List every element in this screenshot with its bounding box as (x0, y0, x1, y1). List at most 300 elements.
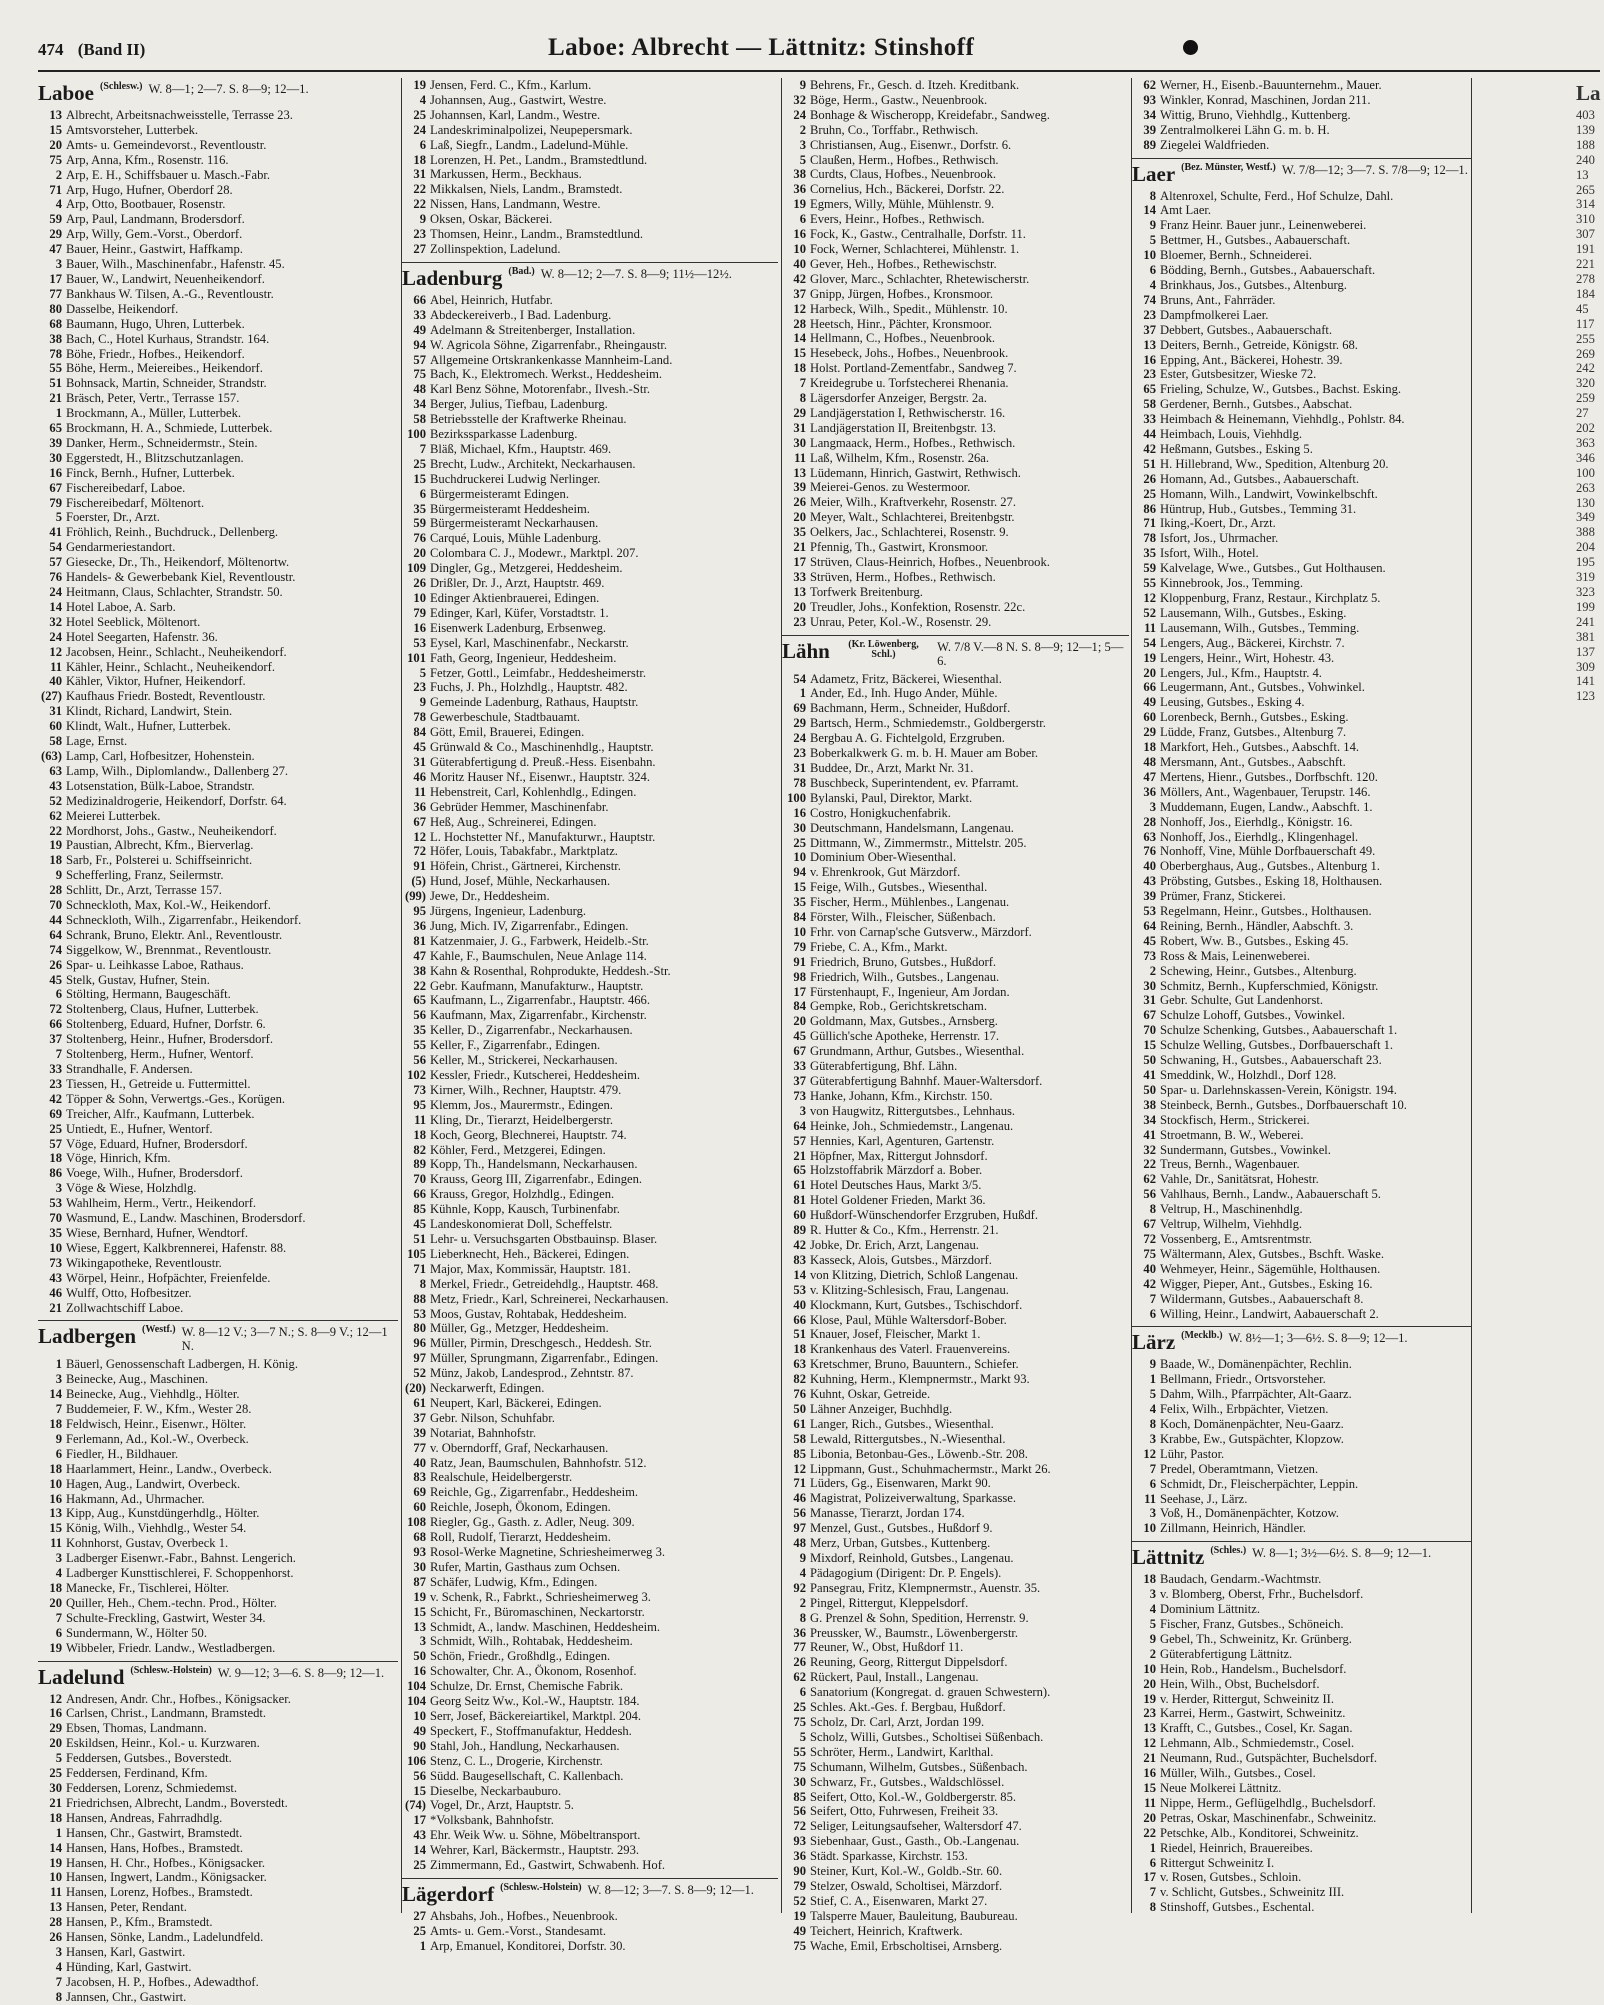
entry-text: Schrank, Bruno, Elektr. Anl., Reventloustr. (66, 927, 283, 942)
entry-text: Franz Heinr. Bauer junr., Leinenweberei. (1160, 218, 1367, 233)
entry-text: v. Schenk, R., Fabrkt., Schriesheimerweg 3. (430, 1589, 651, 1604)
entry-text: Manecke, Fr., Tischlerei, Hölter. (66, 1581, 229, 1595)
entry-text: Veltrup, H., Maschinenhdlg. (1160, 1202, 1303, 1217)
entry-text: Böhe, Herm., Meiereibes., Heikendorf. (66, 361, 263, 376)
directory-entry (402, 338, 778, 353)
directory-entry (38, 1417, 398, 1432)
phone-number: 6 (1149, 1855, 1156, 1870)
directory-entry (402, 1798, 778, 1813)
directory-entry (782, 1640, 1129, 1655)
phone-number: 8 (1149, 188, 1156, 203)
phone-number: 49 (413, 1723, 426, 1738)
entry-text: Knauer, Josef, Fleischer, Markt 1. (810, 1327, 981, 1342)
entry-text: 307 (1576, 227, 1595, 242)
entry-text: Bräsch, Peter, Vertr., Terrasse 157. (66, 391, 240, 406)
entry-text: Wigger, Pieper, Ant., Gutsbes., Esking 16. (1160, 1276, 1373, 1291)
entry-text: Gemeinde Ladenburg, Rathaus, Hauptstr. (430, 695, 639, 710)
entry-text: Treudler, Johs., Konfektion, Rosenstr. 22c. (810, 599, 1026, 614)
entry-text: Dahm, Wilh., Pfarrpächter, Alt-Gaarz. (1160, 1387, 1352, 1402)
entry-text: Hellmann, C., Hofbes., Neuenbrook. (810, 331, 996, 346)
directory-entry (402, 502, 778, 517)
entry-text: Krauss, Georg III, Zigarrenfabr., Edingen. (430, 1172, 643, 1187)
directory-entry (1132, 1387, 1472, 1402)
page-number: 474 (38, 40, 64, 59)
running-title: Laboe: Albrecht — Lättnitz: Stinshoff (548, 34, 975, 61)
phone-number: 81 (793, 1193, 806, 1208)
phone-number: 73 (413, 1082, 426, 1097)
place-header (38, 1666, 398, 1688)
directory-entry (1132, 740, 1472, 755)
entry-text: Preussker, W., Baumstr., Löwenbergerstr. (810, 1625, 1019, 1640)
entry-text: Felix, Wilh., Erbpächter, Vietzen. (1160, 1402, 1329, 1417)
office-hours: W. 8—1; 3½—6½. S. 8—9; 12—1. (1252, 1546, 1432, 1561)
entry-text: Strandhalle, F. Andersen. (66, 1062, 193, 1076)
directory-entry (38, 689, 398, 704)
phone-number: 19 (49, 1640, 62, 1655)
entry-text: Mikkalsen, Niels, Landm., Bramstedt. (430, 182, 623, 197)
directory-entry (782, 1387, 1129, 1402)
entry-text: Lamp, Carl, Hofbesitzer, Hohenstein. (66, 748, 255, 763)
directory-entry (402, 785, 778, 800)
directory-entry (1576, 183, 1604, 198)
entry-text: Neumann, Rud., Gutspächter, Buchelsdorf. (1160, 1751, 1378, 1766)
entry-text: 363 (1576, 435, 1595, 450)
directory-entry (782, 821, 1129, 836)
phone-number: 31 (49, 704, 62, 719)
directory-entry (38, 1566, 398, 1581)
phone-number: 9 (1149, 218, 1156, 233)
entry-text: 240 (1576, 152, 1595, 167)
phone-number: (5) (411, 874, 426, 889)
phone-number: 19 (793, 1908, 806, 1923)
directory-entry (1576, 451, 1604, 466)
entry-text: Eggerstedt, H., Blitzschutzanlagen. (66, 450, 244, 465)
directory-entry (402, 78, 778, 93)
directory-entry (782, 1089, 1129, 1104)
directory-entry (402, 1909, 778, 1924)
phone-number: 56 (793, 1804, 806, 1819)
directory-entry (402, 1634, 778, 1649)
directory-entry (782, 701, 1129, 716)
phone-number: 73 (49, 1255, 62, 1270)
phone-number: 56 (1143, 1187, 1156, 1202)
phone-number: 5 (1149, 1617, 1156, 1631)
entry-text: Schröter, Herm., Landwirt, Karlthal. (810, 1744, 994, 1759)
directory-entry (402, 725, 778, 740)
phone-number: 1 (1149, 1372, 1156, 1387)
entry-text: Bonhage & Wischeropp, Kreidefabr., Sandweg. (810, 107, 1050, 122)
phone-number: 19 (1143, 1691, 1156, 1706)
phone-number: 101 (407, 650, 426, 665)
phone-number: 22 (413, 197, 426, 212)
phone-number: 41 (1143, 1127, 1156, 1142)
directory-entry (1132, 606, 1472, 621)
directory-entry (402, 1470, 778, 1485)
column-5-cut-off (1576, 78, 1600, 1913)
phone-number: 8 (799, 1610, 806, 1625)
directory-entry (38, 794, 398, 809)
entry-text: Südd. Baugesellschaft, C. Kallenbach. (430, 1768, 624, 1783)
directory-entry (402, 919, 778, 934)
directory-entry (38, 1107, 398, 1122)
entry-text: Ferlemann, Ad., Kol.-W., Overbeck. (66, 1431, 249, 1446)
entry-text: 309 (1576, 659, 1595, 674)
entry-text: Gebr. Schulte, Gut Landenhorst. (1160, 993, 1323, 1008)
directory-entry (782, 197, 1129, 212)
entry-text: Kuhning, Herm., Klempnermstr., Markt 93. (810, 1372, 1030, 1387)
phone-number: 20 (793, 1014, 806, 1029)
entry-text: Mixdorf, Reinhold, Gutsbes., Langenau. (810, 1551, 1014, 1565)
entry-text: Merz, Urban, Gutsbes., Kuttenberg. (810, 1536, 991, 1551)
entry-text: Reining, Bernh., Händler, Aabschft. 3. (1160, 918, 1354, 933)
entry-text: Fetzer, Gottl., Leimfabr., Heddesheimerstr. (430, 665, 646, 680)
entry-text: 323 (1576, 585, 1595, 599)
phone-number: 75 (793, 1759, 806, 1774)
directory-entry (38, 451, 398, 466)
directory-entry (38, 958, 398, 973)
directory-entry (38, 1387, 398, 1402)
entry-text: 191 (1576, 242, 1595, 257)
phone-number: 25 (413, 1923, 426, 1938)
phone-number: 11 (794, 450, 806, 465)
directory-entry (38, 1611, 398, 1626)
entry-text: 184 (1576, 286, 1595, 301)
directory-entry (1132, 1307, 1472, 1322)
entry-text: Wittig, Bruno, Viehhdlg., Kuttenberg. (1160, 107, 1351, 122)
directory-entry (782, 1014, 1129, 1029)
entry-text: Heinke, Joh., Schmiedemstr., Langenau. (810, 1118, 1014, 1133)
directory-entry (38, 1211, 398, 1226)
phone-number: 14 (49, 599, 62, 614)
directory-entry (1132, 367, 1472, 382)
directory-entry (1576, 674, 1604, 689)
directory-entry (1132, 636, 1472, 651)
directory-entry (402, 1411, 778, 1426)
directory-entry (38, 1122, 398, 1137)
entry-text: Schowalter, Chr. A., Ökonom, Rosenhof. (430, 1664, 637, 1679)
directory-entry (782, 1074, 1129, 1089)
directory-entry (782, 600, 1129, 615)
entry-text: Schneckloth, Wilh., Zigarrenfabr., Heikendorf. (66, 912, 302, 927)
phone-number: 6 (1149, 1306, 1156, 1321)
directory-entry (782, 1626, 1129, 1641)
entry-text: Willing, Heinr., Landwirt, Aabauerschaft 2. (1160, 1306, 1379, 1321)
entry-text: Arp, Emanuel, Konditorei, Dorfstr. 30. (430, 1938, 626, 1953)
phone-number: 8 (1149, 1202, 1156, 1217)
directory-entry (38, 1506, 398, 1521)
phone-number: 65 (413, 993, 426, 1008)
directory-entry (38, 674, 398, 689)
entry-text: Spar- u. Leihkasse Laboe, Rathaus. (66, 957, 244, 972)
entry-text: 199 (1576, 599, 1595, 614)
phone-number: 36 (793, 1849, 806, 1864)
phone-number: 60 (49, 719, 62, 734)
place-name: La (1576, 81, 1601, 105)
directory-entry (782, 1208, 1129, 1223)
directory-entry (38, 973, 398, 988)
phone-number: 13 (49, 108, 62, 122)
entry-text: Vöge, Eduard, Hufner, Brodersdorf. (66, 1136, 248, 1151)
directory-entry (1132, 964, 1472, 979)
phone-number: 54 (49, 540, 62, 555)
directory-entry (402, 382, 778, 397)
entry-text: Keller, D., Zigarrenfabr., Neckarhausen. (430, 1023, 633, 1038)
entry-text: 221 (1576, 257, 1595, 272)
entry-text: Eisenwerk Ladenburg, Erbsenweg. (430, 620, 607, 635)
entry-text: Schwarz, Fr., Gutsbes., Waldschlössel. (810, 1774, 1005, 1789)
directory-entry (1576, 436, 1604, 451)
entry-text: Arp, E. H., Schiffsbauer u. Masch.-Fabr. (66, 167, 271, 182)
entry-text: Altenroxel, Schulte, Ferd., Hof Schulze, Dahl. (1160, 188, 1394, 203)
phone-number: 37 (413, 1410, 426, 1425)
directory-entry (402, 1515, 778, 1530)
directory-entry (1132, 904, 1472, 919)
phone-number: 90 (793, 1864, 806, 1879)
entry-text: Sanatorium (Kongregat. d. grauen Schwestern). (810, 1685, 1051, 1700)
directory-entry (402, 1217, 778, 1232)
entry-text: Arp, Willy, Gem.-Vorst., Oberdorf. (66, 227, 243, 242)
phone-number: 15 (793, 346, 806, 361)
entry-text: Hansen, Lorenz, Hofbes., Bramstedt. (66, 1885, 253, 1900)
directory-entry (782, 480, 1129, 495)
entry-text: Gebrüder Hemmer, Maschinenfabr. (430, 799, 609, 814)
directory-entry (1132, 1617, 1472, 1632)
directory-entry (402, 1456, 778, 1471)
entry-text: Nissen, Hans, Landmann, Westre. (430, 197, 601, 212)
phone-number: 48 (793, 1536, 806, 1551)
phone-number: 40 (1143, 859, 1156, 874)
phone-number: 76 (413, 531, 426, 546)
directory-entry (38, 287, 398, 302)
phone-number: 24 (793, 107, 806, 122)
entry-text: Krauss, Gregor, Holzhdlg., Edingen. (430, 1187, 615, 1202)
directory-entry (782, 1342, 1129, 1357)
phone-number: 80 (413, 1321, 426, 1336)
phone-number: 19 (793, 197, 806, 212)
phone-number: 39 (413, 1425, 426, 1440)
entry-text: Sundermann, W., Hölter 50. (66, 1625, 207, 1640)
entry-text: Lewald, Rittergutsbes., N.-Wiesenthal. (810, 1431, 1006, 1446)
directory-entry (782, 1700, 1129, 1715)
entry-text: Fröhlich, Reinh., Buchdruck., Dellenberg. (66, 525, 279, 540)
phone-number: 15 (413, 1783, 426, 1798)
directory-entry (38, 1641, 398, 1656)
entry-text: G. Prenzel & Sohn, Spedition, Herrenstr. 9. (810, 1610, 1029, 1625)
directory-entry (782, 1506, 1129, 1521)
phone-number: 12 (49, 644, 62, 659)
directory-entry (402, 1351, 778, 1366)
directory-entry (782, 570, 1129, 585)
entry-text: Hotel Goldener Frieden, Markt 36. (810, 1193, 986, 1208)
directory-entry (782, 1804, 1129, 1819)
directory-entry (38, 1226, 398, 1241)
phone-number: 21 (49, 1300, 62, 1315)
phone-number: 23 (793, 614, 806, 629)
directory-entry (1132, 1521, 1472, 1536)
entry-text: Markussen, Herm., Beckhaus. (430, 167, 582, 182)
phone-number: 22 (413, 182, 426, 197)
entry-text: 137 (1576, 644, 1595, 659)
place-header (38, 1325, 398, 1353)
entry-text: Reuner, W., Obst, Hußdorf 11. (810, 1640, 964, 1655)
directory-entry (1576, 108, 1604, 123)
directory-entry (782, 1849, 1129, 1864)
directory-entry (1132, 1247, 1472, 1262)
entry-text: Bellmann, Friedr., Ortsvorsteher. (1160, 1372, 1326, 1387)
phone-number: 34 (1143, 107, 1156, 122)
place-heading-row (402, 267, 778, 289)
phone-number: 68 (413, 1530, 426, 1545)
entry-text: Holzstoffabrik Märzdorf a. Bober. (810, 1163, 983, 1178)
phone-number: 32 (793, 92, 806, 107)
entry-text: Winkler, Konrad, Maschinen, Jordan 211. (1160, 92, 1371, 107)
entry-text: Speckert, F., Stoffmanufaktur, Heddesh. (430, 1723, 632, 1738)
entry-text: Andresen, Andr. Chr., Hofbes., Königsacker. (66, 1691, 291, 1706)
directory-entry (402, 1485, 778, 1500)
entry-text: Schicht, Fr., Büromaschinen, Neckartorstr. (430, 1604, 645, 1619)
entry-text: Vahle, Dr., Sanitätsrat, Hohestr. (1160, 1172, 1319, 1187)
phone-number: 64 (1143, 918, 1156, 933)
phone-number: 65 (49, 421, 62, 436)
phone-number: 87 (413, 1574, 426, 1589)
entry-text: 202 (1576, 421, 1595, 436)
entry-text: Homann, Ad., Gutsbes., Aabauerschaft. (1160, 471, 1360, 486)
phone-number: 98 (793, 969, 806, 984)
phone-number: 53 (49, 1196, 62, 1211)
directory-entry (402, 1813, 778, 1828)
entry-text: 13 (1576, 167, 1589, 182)
entry-text: Schmidt, Dr., Fleischerpächter, Leppin. (1160, 1476, 1359, 1491)
phone-number: 4 (55, 197, 62, 212)
entry-text: Medizinaldrogerie, Heikendorf, Dorfstr. 64. (66, 793, 287, 808)
directory-entry (402, 934, 778, 949)
phone-number: 51 (793, 1327, 806, 1342)
entry-text: 45 (1576, 301, 1589, 316)
phone-number: 67 (793, 1044, 806, 1059)
directory-entry (38, 824, 398, 839)
directory-entry (1132, 308, 1472, 323)
directory-entry (782, 436, 1129, 451)
phone-number: 25 (1143, 486, 1156, 501)
directory-entry (38, 525, 398, 540)
phone-number: 15 (49, 1521, 62, 1536)
directory-entry (782, 451, 1129, 466)
directory-entry (38, 645, 398, 660)
directory-entry (402, 1068, 778, 1083)
entry-text: Böge, Herm., Gastw., Neuenbrook. (810, 92, 988, 107)
entry-text: Ander, Ed., Inh. Hugo Ander, Mühle. (810, 686, 998, 701)
directory-entry (782, 1268, 1129, 1283)
entry-text: Zillmann, Heinrich, Händler. (1160, 1521, 1306, 1536)
directory-entry (402, 1620, 778, 1635)
phone-number: 30 (413, 1559, 426, 1574)
phone-number: 17 (793, 555, 806, 569)
phone-number: 18 (1143, 1572, 1156, 1587)
phone-number: 5 (1149, 1387, 1156, 1402)
entry-text: Scholz, Willi, Gutsbes., Scholtisei Süßenbach. (810, 1729, 1044, 1744)
place-header (402, 1883, 778, 1905)
entry-text: Hußdorf-Wünschendorfer Erzgruben, Hußdf. (810, 1208, 1039, 1223)
directory-entry (402, 1679, 778, 1694)
phone-number: 45 (1143, 933, 1156, 948)
directory-entry (38, 1241, 398, 1256)
directory-entry (782, 1044, 1129, 1059)
phone-number: 3 (1149, 1587, 1156, 1602)
phone-number: 7 (55, 1610, 62, 1625)
entry-text: Hansen, Sönke, Landm., Ladelundfeld. (66, 1930, 264, 1945)
phone-number: 85 (793, 1446, 806, 1461)
phone-number: 91 (793, 954, 806, 969)
entry-text: 139 (1576, 122, 1595, 137)
entry-text: Buschbeck, Superintendent, ev. Pfarramt. (810, 775, 1019, 790)
phone-number: 20 (793, 510, 806, 525)
directory-entry (782, 406, 1129, 421)
directory-entry (38, 898, 398, 913)
phone-number: 43 (49, 1270, 62, 1285)
directory-entry (402, 949, 778, 964)
entry-text: Arp, Otto, Bootbauer, Rosenstr. (66, 197, 226, 212)
directory-entry (402, 197, 778, 212)
phone-number: 70 (1143, 1023, 1156, 1038)
directory-entry (782, 761, 1129, 776)
phone-number: 92 (793, 1580, 806, 1595)
entry-text: 314 (1576, 197, 1595, 212)
entry-text: Metz, Friedr., Karl, Schreinerei, Neckarhausen. (430, 1291, 669, 1306)
phone-number: 38 (49, 331, 62, 346)
phone-number: 42 (1143, 1276, 1156, 1291)
directory-entry (38, 868, 398, 883)
directory-entry (38, 1885, 398, 1900)
phone-number: 4 (799, 1565, 806, 1580)
entry-text: 381 (1576, 629, 1595, 644)
phone-number: 40 (793, 1297, 806, 1312)
directory-entry (782, 1685, 1129, 1700)
entry-text: Treus, Bernh., Wagenbauer. (1160, 1157, 1300, 1172)
directory-entry (402, 1560, 778, 1575)
directory-entry (38, 1721, 398, 1736)
directory-entry (1132, 382, 1472, 397)
phone-number: 59 (1143, 561, 1156, 576)
entry-text: Meier, Wilh., Kraftverkehr, Rosenstr. 27. (810, 495, 1017, 510)
phone-number: 37 (1143, 322, 1156, 337)
directory-entry (782, 716, 1129, 731)
phone-number: 12 (1143, 591, 1156, 605)
directory-entry (402, 680, 778, 695)
entry-text: Bylanski, Paul, Direktor, Markt. (810, 790, 973, 805)
phone-number: 67 (413, 814, 426, 829)
entry-text: 320 (1576, 376, 1595, 391)
directory-entry (782, 212, 1129, 227)
phone-number: 54 (1143, 635, 1156, 650)
phone-number: 49 (793, 1923, 806, 1938)
phone-number: 10 (793, 241, 806, 256)
phone-number: 47 (1143, 769, 1156, 784)
phone-number: 85 (793, 1789, 806, 1804)
entry-text: Wörpel, Heinr., Hofpächter, Freienfelde. (66, 1270, 271, 1285)
directory-entry (782, 1193, 1129, 1208)
entry-text: Güllich'sche Apotheke, Herrenstr. 17. (810, 1029, 1000, 1044)
entry-text: Fath, Georg, Ingenieur, Heddesheim. (430, 650, 617, 665)
place-heading-row (1132, 1546, 1472, 1568)
directory-entry (782, 272, 1129, 287)
entry-text: Buchdruckerei Ludwig Nerlinger. (430, 471, 601, 486)
entry-text: Petschke, Alb., Konditorei, Schweinitz. (1160, 1825, 1359, 1840)
phone-number: 7 (55, 1047, 62, 1062)
entry-text: Veltrup, Wilhelm, Viehhdlg. (1160, 1217, 1303, 1232)
phone-number: 9 (55, 868, 62, 883)
entry-text: Landeskonomierat Doll, Scheffelstr. (430, 1217, 613, 1232)
directory-entry (1132, 1357, 1472, 1372)
